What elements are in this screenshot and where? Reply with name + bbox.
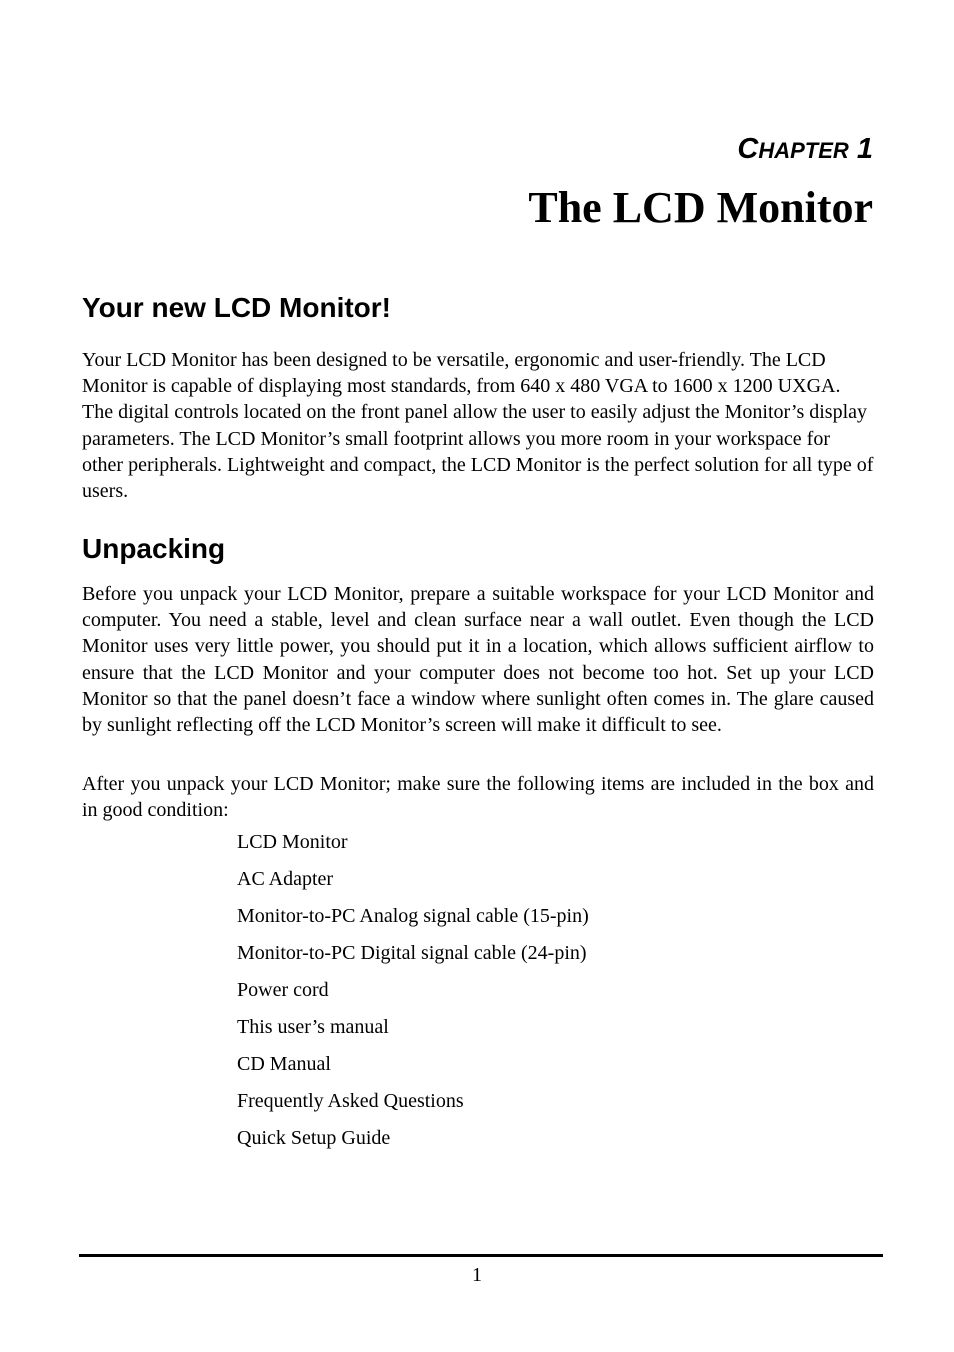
list-item: This user’s manual — [237, 1016, 389, 1038]
section-heading-new-monitor: Your new LCD Monitor! — [82, 292, 391, 323]
section-heading-unpacking: Unpacking — [82, 533, 226, 564]
paragraph-unpacking: Before you unpack your LCD Monitor, prepare a suitable workspace for your LCD Monitor and computer. You need a stable, level and clean surface near a wall outlet. Even though the LCD Monitor uses very little power, you should put it in a location, which allows sufficient airflow to ensure that the LCD Monitor and your computer does not become too hot. Set up your LCD Monitor so that the panel doesn’t face a window where sunlight often comes in. The glare caused by sunlight reflecting off the LCD Monitor’s screen will make it difficult to see. — [82, 583, 874, 737]
list-item: Monitor-to-PC Analog signal cable (15-pin) — [237, 905, 589, 927]
chapter-label-initial: C — [737, 133, 759, 165]
page-number: 1 — [472, 1264, 482, 1286]
package-contents-list — [237, 828, 589, 1161]
list-item: CD Manual — [237, 1053, 331, 1075]
chapter-label — [737, 131, 873, 169]
paragraph-intro: Your LCD Monitor has been designed to be versatile, ergonomic and user-friendly. The LCD Monitor is capable of displaying most standards, from 640 x 480 VGA to 1600 x 1200 UXGA. The digital controls located on the front panel allow the user to easily adjust the Monitor’s display parameters. The LCD Monitor’s small footprint allows you more room in your workspace for other peripherals. Lightweight and compact, the LCD Monitor is the perfect solution for all type of users. — [82, 349, 874, 503]
footer-rule — [79, 1254, 883, 1257]
list-item: AC Adapter — [237, 868, 334, 890]
paragraph-package-check: After you unpack your LCD Monitor; make sure the following items are included in the box and in good condition: — [82, 773, 874, 822]
chapter-number: 1 — [856, 133, 873, 165]
chapter-label-rest: HAPTER — [758, 138, 849, 163]
list-item: Power cord — [237, 979, 329, 1001]
chapter-title: The LCD Monitor — [528, 183, 873, 232]
list-item: Quick Setup Guide — [237, 1127, 391, 1149]
list-item: Frequently Asked Questions — [237, 1090, 464, 1112]
list-item: LCD Monitor — [237, 831, 348, 853]
list-item: Monitor-to-PC Digital signal cable (24-pin) — [237, 942, 587, 964]
